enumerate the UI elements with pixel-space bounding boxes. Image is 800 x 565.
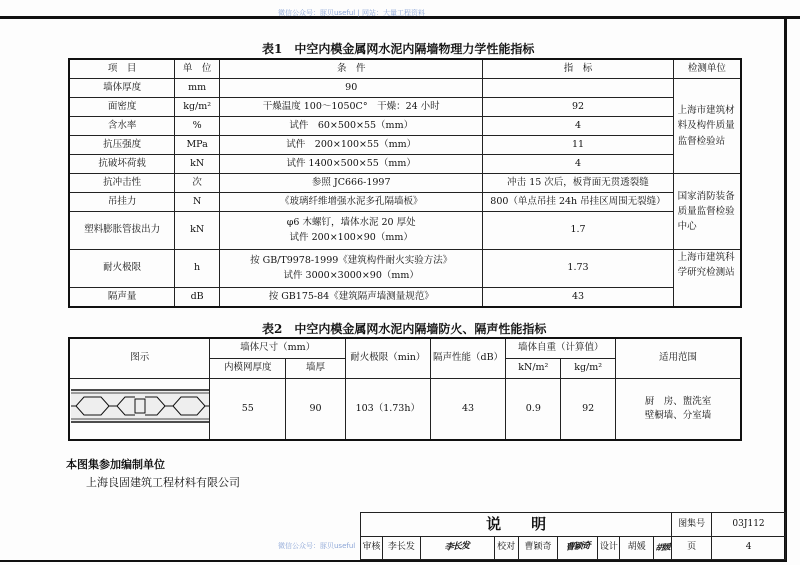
cell: 1.7 xyxy=(483,212,673,250)
cell-line: 按 GB/T9978-1999《建筑构件耐火实验方法》 xyxy=(250,255,453,267)
designer-name: 胡媛 xyxy=(620,536,654,559)
reviewer-name: 李长发 xyxy=(382,536,420,559)
table-row xyxy=(69,174,741,193)
title-block xyxy=(360,512,786,560)
frame-right xyxy=(784,16,787,562)
cell: 耐火极限 xyxy=(69,250,175,288)
table-header xyxy=(69,338,741,359)
cell: 90 xyxy=(286,379,346,441)
cell xyxy=(220,212,483,250)
cell: kN xyxy=(175,212,220,250)
cell: 按 GB175-84《建筑隔声墙测量规范》 xyxy=(220,288,483,308)
cell: 参照 JC666-1997 xyxy=(220,174,483,193)
cell: 吊挂力 xyxy=(69,193,175,212)
header-mesh: 内模网厚度 xyxy=(210,359,286,379)
cell-line: 试件 200×100×90（mm） xyxy=(289,231,413,243)
cell: 试件 60×500×55（mm） xyxy=(220,117,483,136)
wall-section-icon xyxy=(71,381,209,431)
table-header xyxy=(69,59,741,79)
cell: h xyxy=(175,250,220,288)
header-unit: 单 位 xyxy=(175,59,220,79)
cell: 92 xyxy=(561,379,616,441)
table1 xyxy=(68,58,742,308)
cell: 4 xyxy=(483,155,673,174)
table-row xyxy=(69,117,741,136)
header-thick: 墙厚 xyxy=(286,359,346,379)
cell: 11 xyxy=(483,136,673,155)
participants-heading: 本图集参加编制单位 xyxy=(66,458,165,471)
cell: dB xyxy=(175,288,220,308)
cell: 墙体厚度 xyxy=(69,79,175,98)
cell: 800（单点吊挂 24h 吊挂区周围无裂缝） xyxy=(483,193,673,212)
wall-section-figure xyxy=(69,379,210,441)
cell-line: 厨 房、盥洗室 xyxy=(644,395,712,407)
signature-text: 胡媛 xyxy=(654,542,672,552)
cell: 103（1.73h） xyxy=(345,379,430,441)
cell: kN xyxy=(175,155,220,174)
cell: 含水率 xyxy=(69,117,175,136)
header-size: 墙体尺寸（mm） xyxy=(210,338,345,359)
cell: 0.9 xyxy=(506,379,561,441)
table-row xyxy=(69,250,741,288)
header-kn: kN/m² xyxy=(506,359,561,379)
header-value: 指 标 xyxy=(483,59,673,79)
cell: 抗冲击性 xyxy=(69,174,175,193)
atlas-number: 03J112 xyxy=(712,513,786,537)
reviewer-signature xyxy=(420,536,494,559)
sheet-title: 说 明 xyxy=(361,513,672,537)
page-label: 页 xyxy=(672,536,712,559)
cell: 43 xyxy=(483,288,673,308)
lab-cell: 国家消防装备质量监督检验中心 xyxy=(673,174,741,250)
cell: 冲击 15 次后，板背面无贯透裂缝 xyxy=(483,174,673,193)
cell: 次 xyxy=(175,174,220,193)
table-row xyxy=(69,288,741,308)
table-row xyxy=(69,155,741,174)
table-row xyxy=(69,79,741,98)
cell: 《玻璃纤维增强水泥多孔隔墙板》 xyxy=(220,193,483,212)
checker-name: 曹颖奇 xyxy=(518,536,558,559)
table2 xyxy=(68,337,742,441)
cell xyxy=(483,79,673,98)
design-label: 设计 xyxy=(598,536,620,559)
header-sound: 隔声性能（dB） xyxy=(430,338,506,379)
signature-text: 曹颖奇 xyxy=(564,540,592,553)
cell: 干燥温度 100～1050C° 干燥：24 小时 xyxy=(220,98,483,117)
cell: 试件 200×100×55（mm） xyxy=(220,136,483,155)
cell: 4 xyxy=(483,117,673,136)
watermark: 微信公众号：豚贝useful xyxy=(278,542,356,550)
table-row xyxy=(69,136,741,155)
header-lab: 检测单位 xyxy=(673,59,741,79)
table-row xyxy=(69,98,741,117)
cell: 92 xyxy=(483,98,673,117)
cell-line: 试件 3000×3000×90（mm） xyxy=(283,269,419,281)
header-figure: 图示 xyxy=(69,338,210,379)
signature-text: 李长发 xyxy=(443,540,471,553)
cell: 抗压强度 xyxy=(69,136,175,155)
cell-line: φ6 木螺钉，墙体水泥 20 厚处 xyxy=(286,217,416,229)
header-kg: kg/m² xyxy=(561,359,616,379)
review-label: 审核 xyxy=(361,536,383,559)
header-condition: 条 件 xyxy=(220,59,483,79)
cell: 面密度 xyxy=(69,98,175,117)
cell: % xyxy=(175,117,220,136)
title-row xyxy=(361,513,786,537)
table-row xyxy=(69,193,741,212)
header-scope: 适用范围 xyxy=(616,338,741,379)
cell: kg/m² xyxy=(175,98,220,117)
cell xyxy=(616,379,741,441)
signature-row xyxy=(361,536,786,559)
atlas-label: 图集号 xyxy=(672,513,712,537)
watermark: 微信公众号：豚贝useful | 网站：大量工程资料 xyxy=(278,9,426,17)
designer-signature xyxy=(654,536,672,559)
lab-cell: 上海市建筑科学研究检测站 xyxy=(673,250,741,308)
cell xyxy=(220,250,483,288)
table-row xyxy=(69,379,741,441)
cell: MPa xyxy=(175,136,220,155)
cell: 1.73 xyxy=(483,250,673,288)
checker-signature xyxy=(558,536,598,559)
lab-cell: 上海市建筑材料及构件质量监督检验站 xyxy=(673,79,741,174)
cell-line: 壁橱墙、分室墙 xyxy=(644,410,712,421)
cell: 隔声量 xyxy=(69,288,175,308)
participant-company: 上海良固建筑工程材料有限公司 xyxy=(86,476,240,489)
cell: 43 xyxy=(430,379,506,441)
page-number: 4 xyxy=(712,536,786,559)
cell: 抗破坏荷载 xyxy=(69,155,175,174)
cell: N xyxy=(175,193,220,212)
cell: 试件 1400×500×55（mm） xyxy=(220,155,483,174)
frame-bottom xyxy=(0,560,787,562)
table-row xyxy=(69,212,741,250)
header-weight: 墙体自重（计算值） xyxy=(506,338,616,359)
cell: mm xyxy=(175,79,220,98)
cell: 55 xyxy=(210,379,286,441)
table1-title: 表1 中空内模金属网水泥内隔墙物理力学性能指标 xyxy=(262,42,535,56)
table2-title: 表2 中空内模金属网水泥内隔墙防火、隔声性能指标 xyxy=(262,322,547,336)
header-item: 项 目 xyxy=(69,59,175,79)
cell: 塑料膨胀管拔出力 xyxy=(69,212,175,250)
header-fire: 耐火极限（min） xyxy=(345,338,430,379)
cell: 90 xyxy=(220,79,483,98)
check-label: 校对 xyxy=(494,536,518,559)
